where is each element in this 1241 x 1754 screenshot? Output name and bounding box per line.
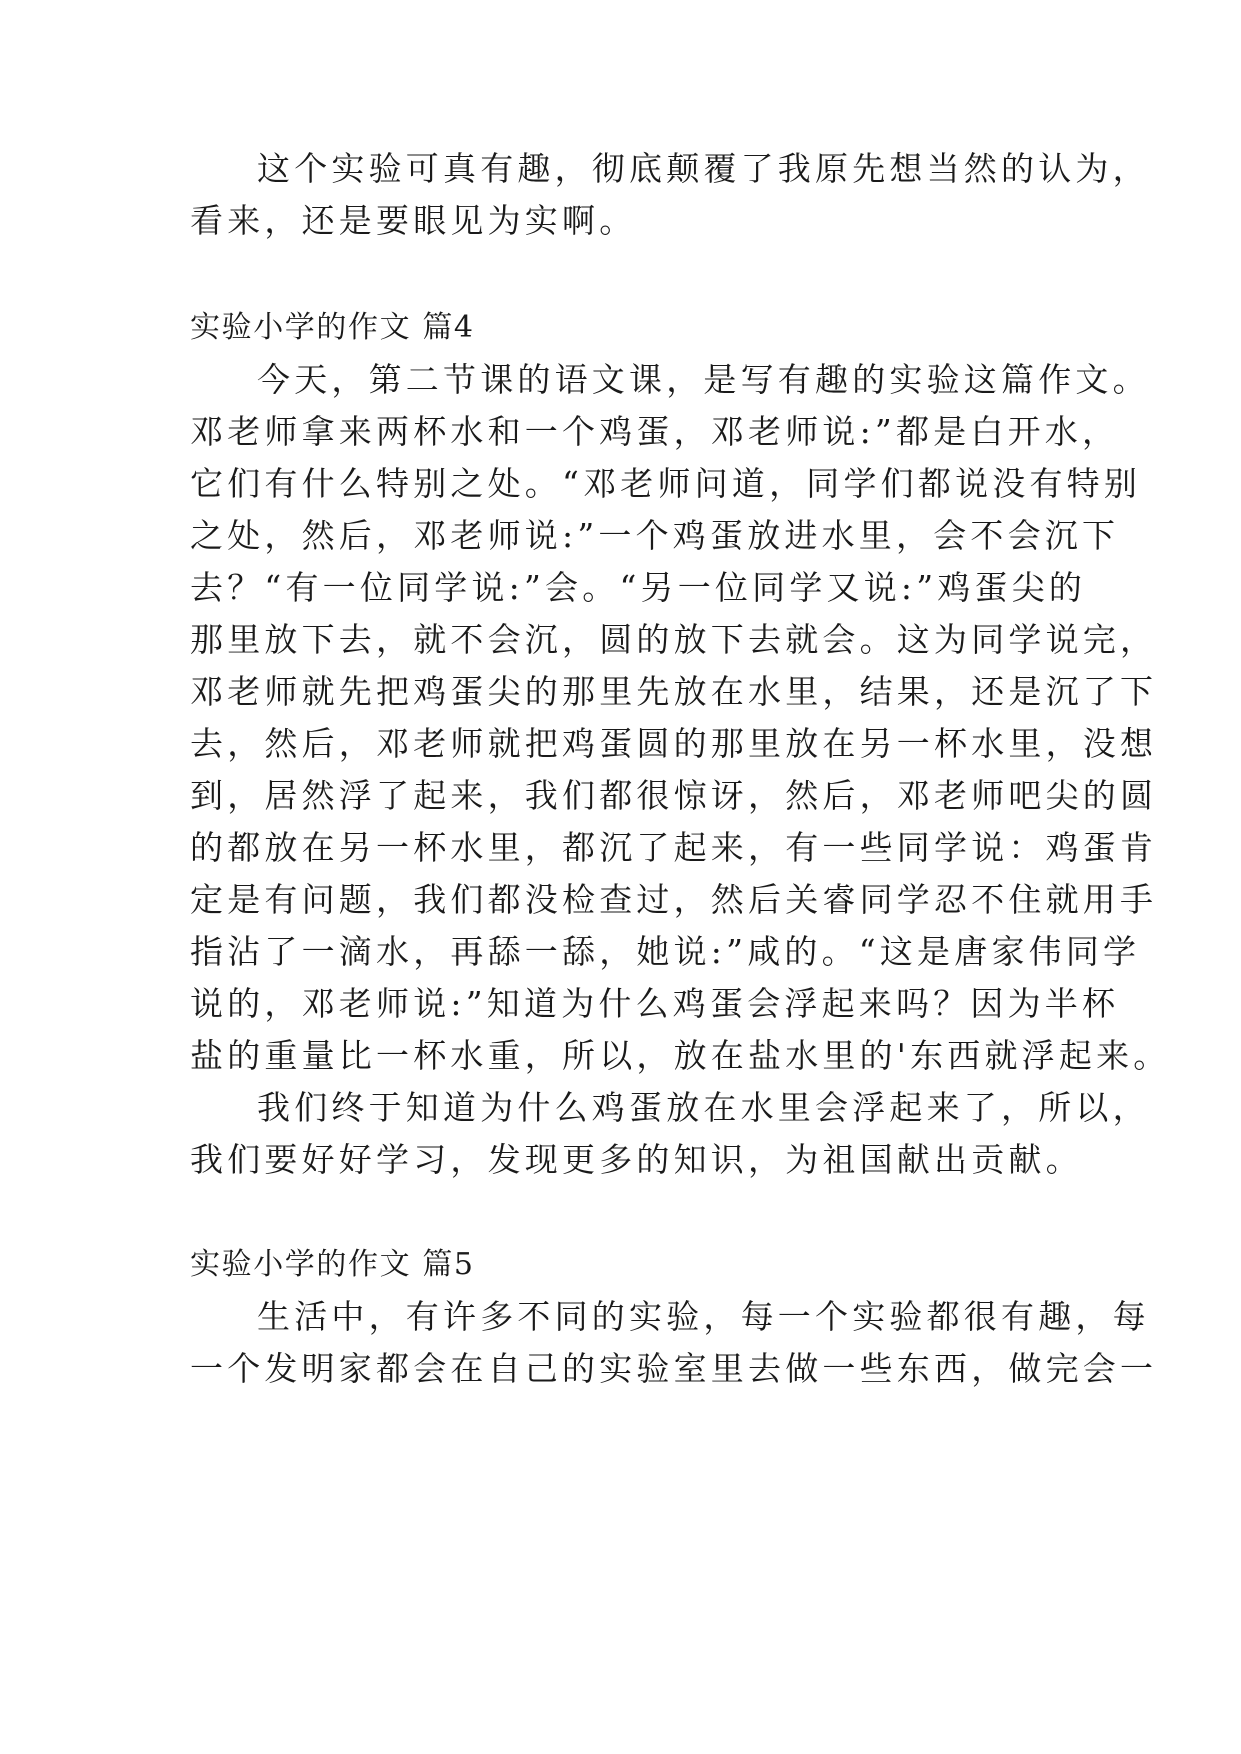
paragraph-line: 我们终于知道为什么鸡蛋放在水里会浮起来了，所以， (257, 1088, 1150, 1127)
paragraph-line: 说的，邓老师说:”知道为什么鸡蛋会浮起来吗？因为半杯 (190, 984, 1120, 1023)
paragraph-line: 一个发明家都会在自己的实验室里去做一些东西，做完会一 (190, 1349, 1158, 1388)
paragraph-line: 去？“有一位同学说:”会。“另一位同学又说:”鸡蛋尖的 (190, 568, 1087, 607)
paragraph-line: 邓老师拿来两杯水和一个鸡蛋，邓老师说:”都是白开水， (190, 412, 1120, 451)
section-heading: 实验小学的作文 篇5 (190, 1247, 475, 1282)
paragraph-line: 的都放在另一杯水里，都沉了起来，有一些同学说：鸡蛋肯 (190, 828, 1158, 867)
paragraph-line: 去，然后，邓老师就把鸡蛋圆的那里放在另一杯水里，没想 (190, 724, 1158, 763)
paragraph-line: 定是有问题，我们都没检查过，然后关睿同学忍不住就用手 (190, 880, 1158, 919)
paragraph-line: 那里放下去，就不会沉，圆的放下去就会。这为同学说完， (190, 620, 1158, 659)
paragraph-line: 邓老师就先把鸡蛋尖的那里先放在水里，结果，还是沉了下 (190, 672, 1158, 711)
paragraph-line: 它们有什么特别之处。“邓老师问道，同学们都说没有特别 (190, 464, 1142, 503)
paragraph-line: 我们要好好学习，发现更多的知识，为祖国献出贡献。 (190, 1140, 1083, 1179)
section-heading: 实验小学的作文 篇4 (190, 310, 475, 345)
paragraph-line: 盐的重量比一杯水重，所以，放在盐水里的'东西就浮起来。 (190, 1036, 1171, 1075)
paragraph-line: 之处，然后，邓老师说:”一个鸡蛋放进水里，会不会沉下 (190, 516, 1120, 555)
paragraph-line: 这个实验可真有趣，彻底颠覆了我原先想当然的认为， (257, 149, 1150, 188)
paragraph-line: 看来，还是要眼见为实啊。 (190, 201, 637, 240)
paragraph-line: 生活中，有许多不同的实验，每一个实验都很有趣，每 (257, 1297, 1150, 1336)
paragraph-line: 今天，第二节课的语文课，是写有趣的实验这篇作文。 (257, 360, 1150, 399)
paragraph-line: 到，居然浮了起来，我们都很惊讶，然后，邓老师吧尖的圆 (190, 776, 1158, 815)
paragraph-line: 指沾了一滴水，再舔一舔，她说:”咸的。“这是唐家伟同学 (190, 932, 1141, 971)
